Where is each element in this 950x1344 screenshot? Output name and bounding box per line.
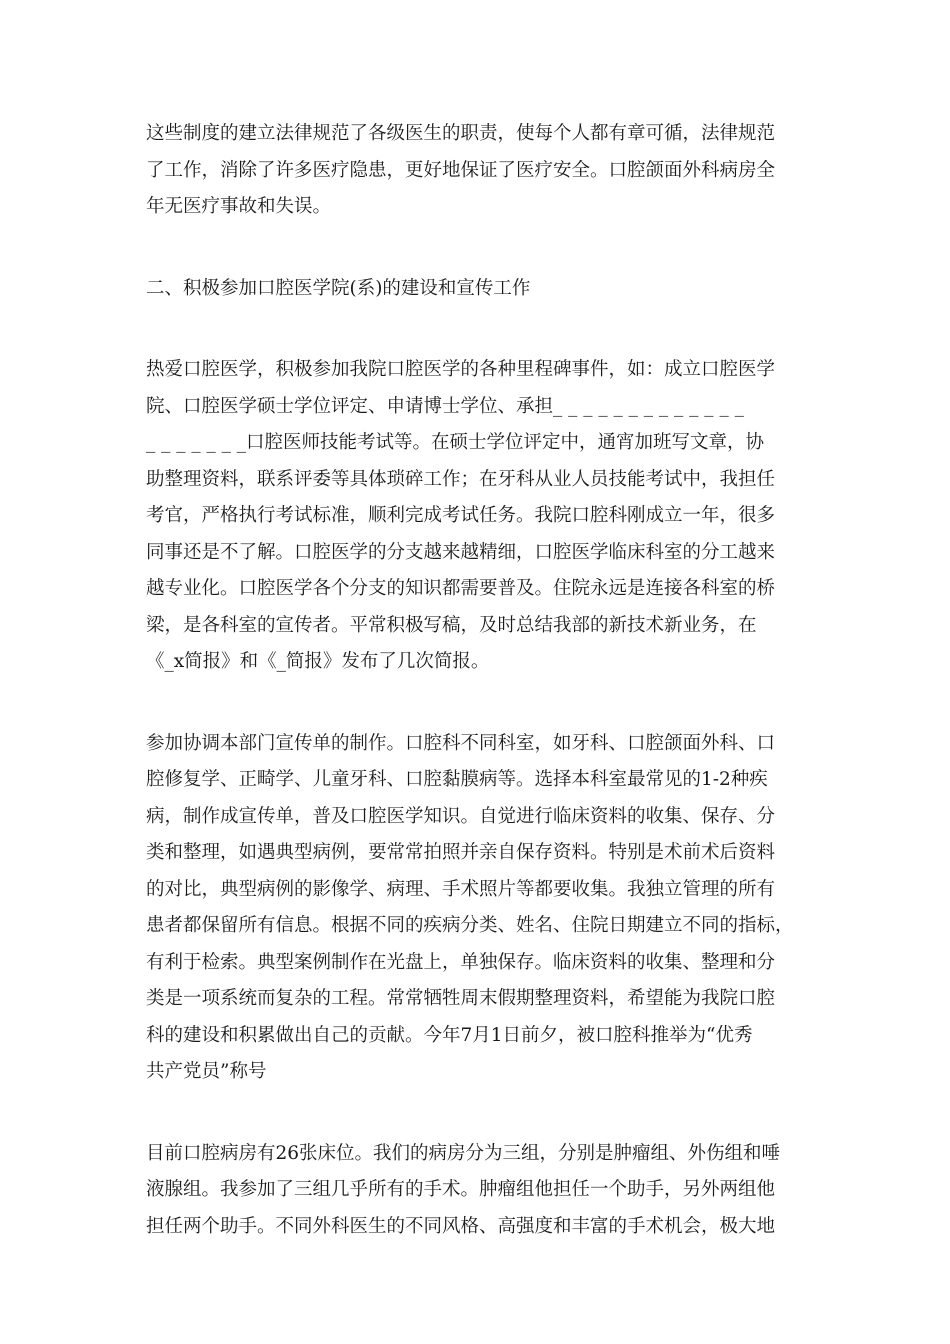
text-line: 越专业化。口腔医学各个分支的知识都需要普及。住院永远是连接各科室的桥 xyxy=(146,578,776,599)
heading-text: 二、积极参加口腔医学院(系)的建设和宣传工作 xyxy=(146,277,531,299)
text-line: 的对比，典型病例的影像学、病理、手术照片等都要收集。我独立管理的所有 xyxy=(146,878,776,900)
text-line: 热爱口腔医学，积极参加我院口腔医学的各种里程碑事件，如：成立口腔医学 xyxy=(146,359,776,380)
text-line: 考官，严格执行考试标准，顺利完成考试任务。我院口腔科刚成立一年，很多 xyxy=(146,505,776,526)
text-line: _ _ _ _ _ _ _口腔医师技能考试等。在硕士学位评定中，通宵加班写文章，协 xyxy=(146,432,765,453)
text-line: 病，制作成宣传单，普及口腔医学知识。自觉进行临床资料的收集、保存、分 xyxy=(146,805,776,827)
text-line: 年无医疗事故和失误。 xyxy=(146,196,332,217)
paragraph-gap xyxy=(146,226,810,271)
text-line: 目前口腔病房有26张床位。我们的病房分为三组，分别是肿瘤组、外伤组和唾 xyxy=(146,1142,781,1164)
text-line: 科的建设和积累做出自己的贡献。今年7月1日前夕，被口腔科推举为“优秀 xyxy=(146,1024,753,1046)
document-page xyxy=(146,116,810,1245)
text-line: 这些制度的建立法律规范了各级医生的职责，使每个人都有章可循，法律规范 xyxy=(146,123,776,144)
paragraph-gap xyxy=(146,681,810,726)
text-line: 《_x简报》和《_简报》发布了几次简报。 xyxy=(146,651,490,672)
section-heading xyxy=(146,271,810,308)
paragraph-milestones xyxy=(146,352,810,681)
text-line: 有利于检索。典型案例制作在光盘上，单独保存。临床资料的收集、整理和分 xyxy=(146,951,776,973)
text-line: 院、口腔医学硕士学位评定、申请博士学位、承担_ _ _ _ _ _ _ _ _ _ _ _ _ xyxy=(146,395,744,417)
text-line: 类是一项系统而复杂的工程。常常牺牲周末假期整理资料，希望能为我院口腔 xyxy=(146,988,776,1009)
text-line: 担任两个助手。不同外科医生的不同风格、高强度和丰富的手术机会，极大地 xyxy=(146,1215,776,1237)
text-line: 共产党员”称号 xyxy=(146,1061,267,1082)
text-line: 了工作，消除了许多医疗隐患，更好地保证了医疗安全。口腔颌面外科病房全 xyxy=(146,159,776,181)
text-line: 助整理资料，联系评委等具体琐碎工作；在牙科从业人员技能考试中，我担任 xyxy=(146,468,776,490)
paragraph-leaflets xyxy=(146,726,810,1091)
text-line: 患者都保留所有信息。根据不同的疾病分类、姓名、住院日期建立不同的指标， xyxy=(146,915,794,936)
paragraph-ward xyxy=(146,1136,810,1246)
text-line: 腔修复学、正畸学、儿童牙科、口腔黏膜病等。选择本科室最常见的1-2种疾 xyxy=(146,769,768,790)
text-line: 液腺组。我参加了三组几乎所有的手术。肿瘤组他担任一个助手，另外两组他 xyxy=(146,1179,776,1200)
text-line: 梁，是各科室的宣传者。平常积极写稿，及时总结我部的新技术新业务，在 xyxy=(146,614,757,636)
text-line: 同事还是不了解。口腔医学的分支越来越精细，口腔医学临床科室的分工越来 xyxy=(146,541,776,563)
paragraph-gap xyxy=(146,307,810,352)
text-line: 参加协调本部门宣传单的制作。口腔科不同科室，如牙科、口腔颌面外科、口 xyxy=(146,732,776,754)
paragraph-gap xyxy=(146,1091,810,1136)
text-line: 类和整理，如遇典型病例，要常常拍照并亲自保存资料。特别是术前术后资料 xyxy=(146,842,776,863)
paragraph-safety xyxy=(146,116,810,226)
